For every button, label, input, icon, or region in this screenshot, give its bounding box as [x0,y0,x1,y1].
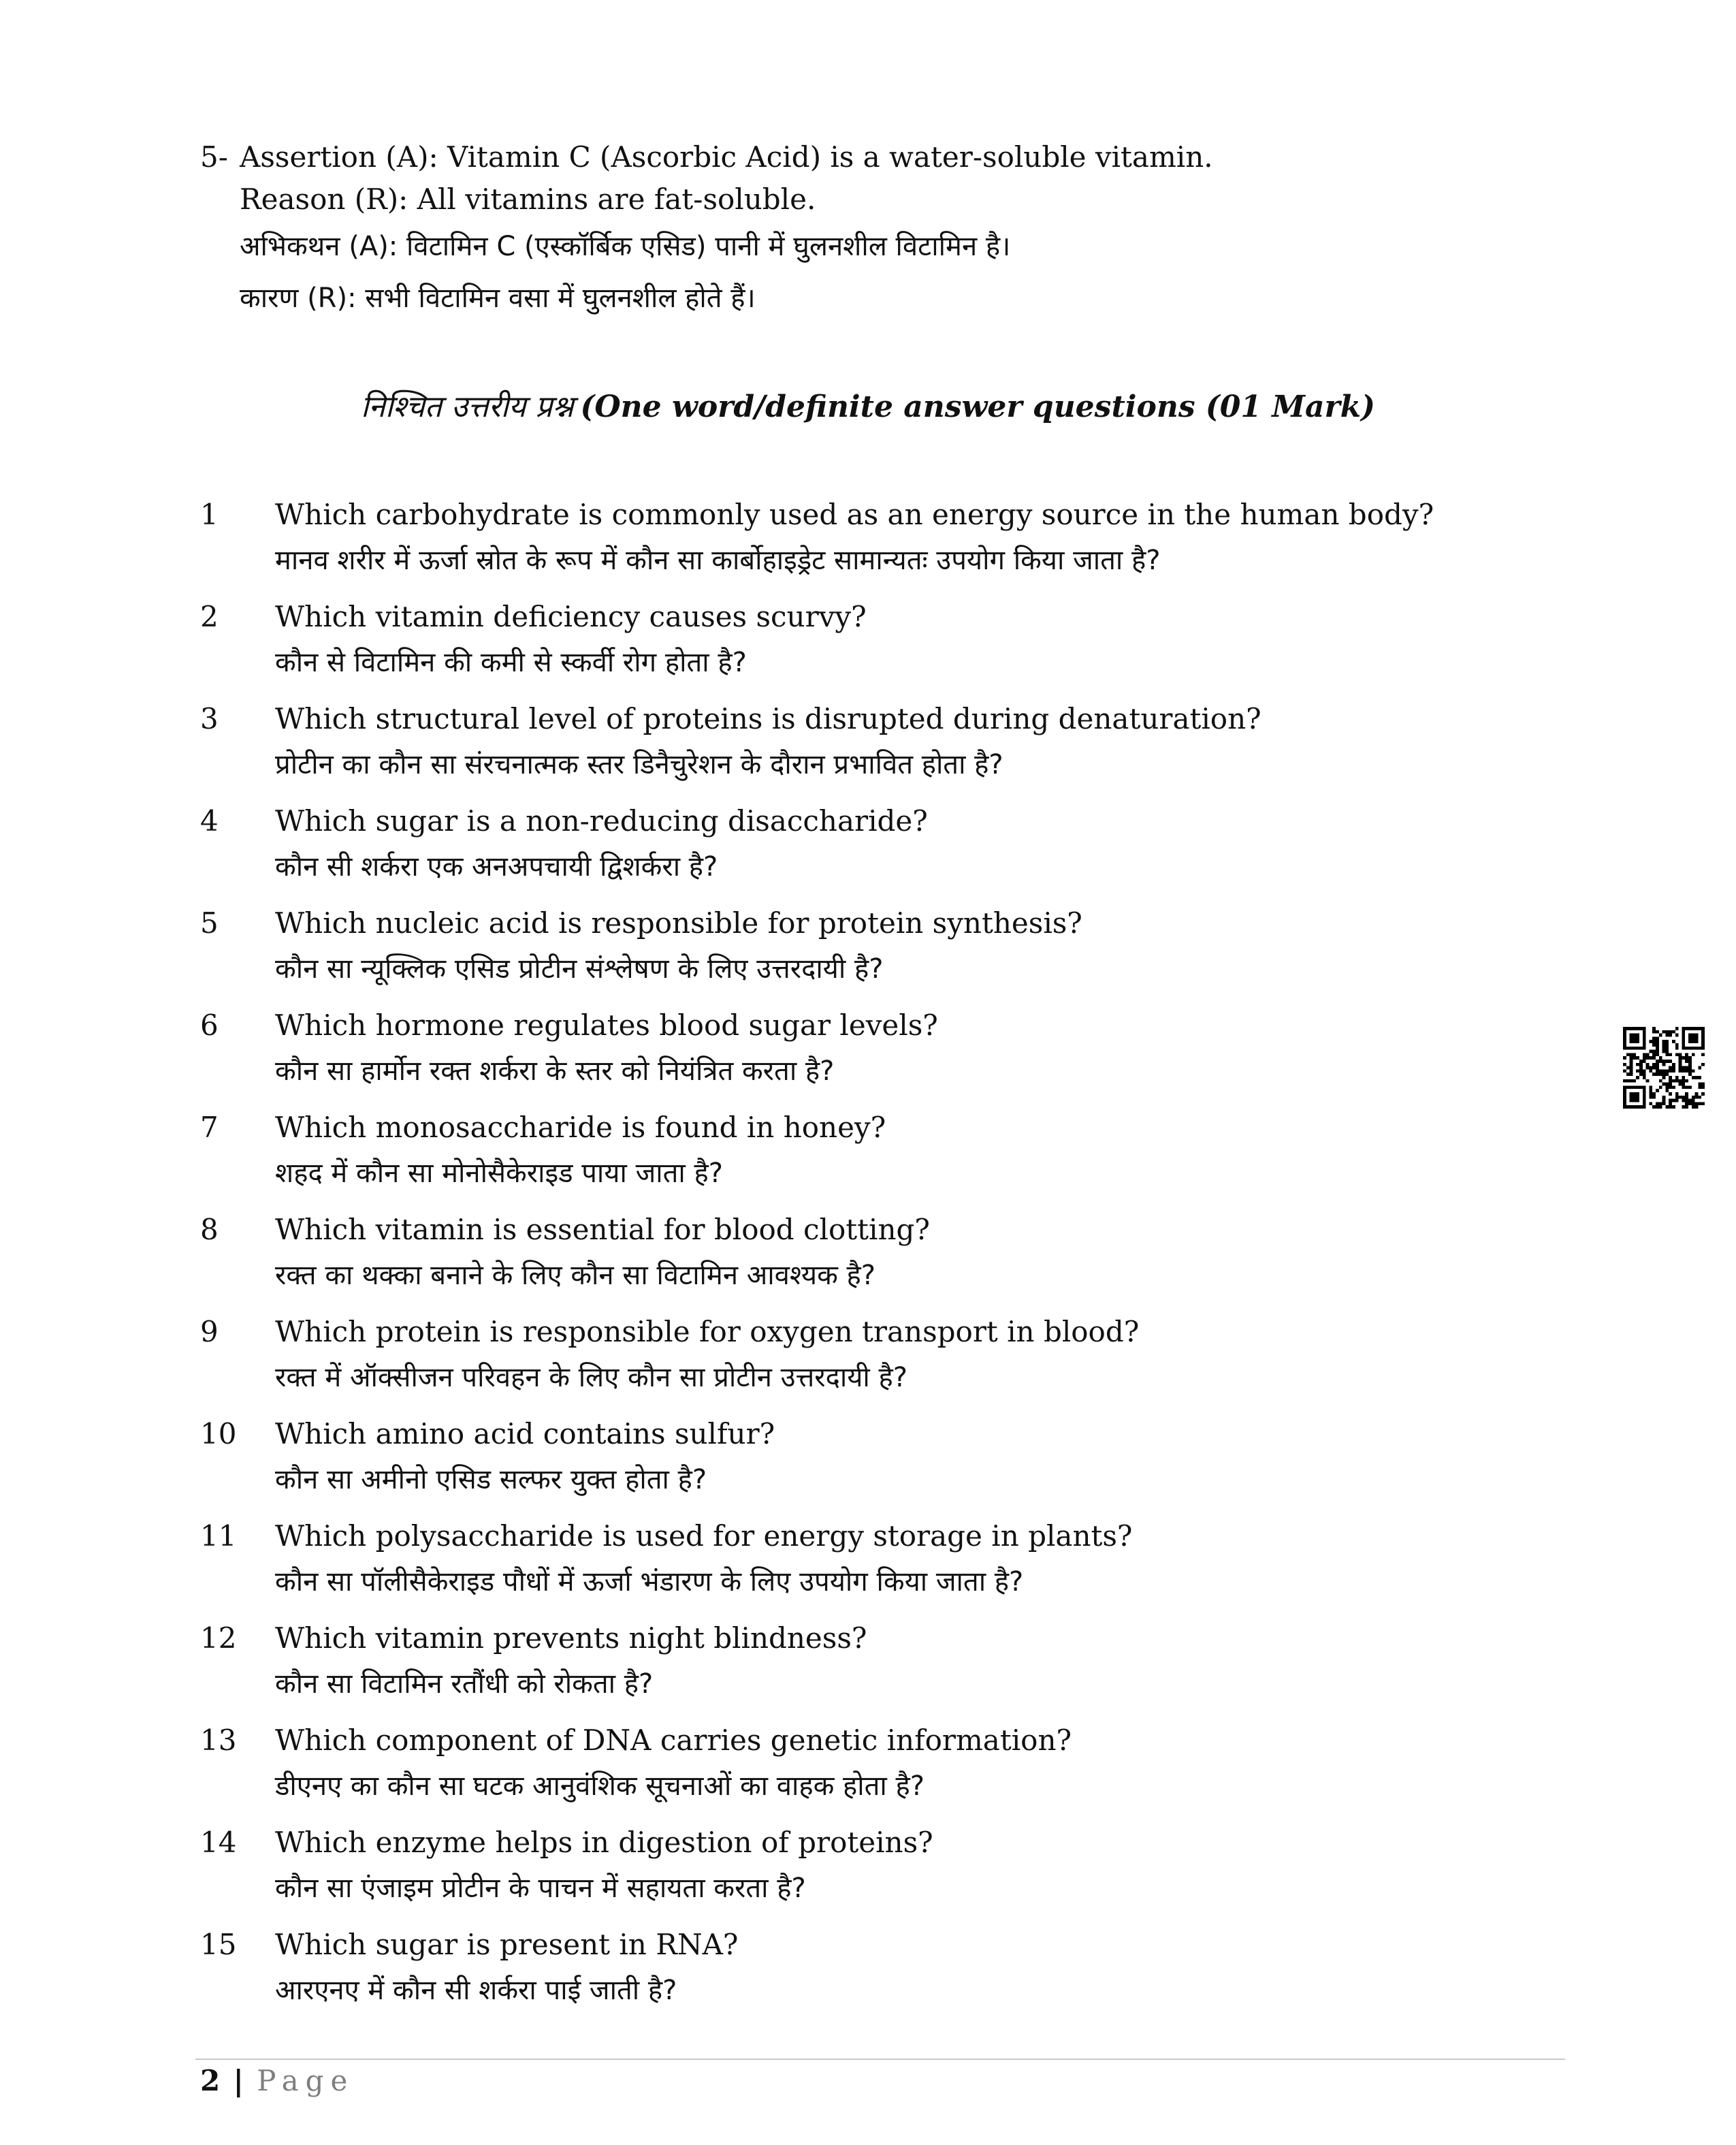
question-item [200,902,1494,1004]
question-item [200,493,1494,595]
question-hindi: कौन सा विटामिन रतौंधी को रोकता है? [275,1668,654,1700]
question-item [200,595,1494,697]
question-item [200,1412,1494,1514]
footer-divider [195,2059,1565,2060]
assertion-english: Assertion (A): Vitamin C (Ascorbic Acid) is a water-soluble vitamin. [240,140,1213,174]
question-hindi: आरएनए में कौन सी शर्करा पाई जाती है? [275,1975,677,2006]
assertion-reason-question [200,136,1562,324]
question-number: 4 [200,804,219,838]
question-text [275,1514,1494,1617]
reason-hindi: कारण (R): सभी विटामिन वसा में घुलनशील होते हैं। [240,283,756,314]
question-text [275,1208,1494,1310]
question-hindi: रक्त में ऑक्सीजन परिवहन के लिए कौन सा प्रोटीन उत्तरदायी है? [275,1362,907,1393]
section-heading-english: (One word/definite answer questions (01 Mark) [580,390,1375,424]
question-item [200,1106,1494,1208]
question-text [275,1923,1494,2025]
question-text [275,493,1494,595]
question-text [275,1106,1494,1208]
question-hindi: मानव शरीर में ऊर्जा स्रोत के रूप में कौन सा कार्बोहाइड्रेट सामान्यतः उपयोग किया जाता है? [275,545,1161,576]
page-label: Page [257,2064,355,2097]
question-list [200,493,1494,2025]
qr-code-icon [1623,1027,1705,1109]
question-item [200,1004,1494,1106]
question-english: Which vitamin prevents night blindness? [275,1621,867,1655]
question-english: Which amino acid contains sulfur? [275,1417,775,1450]
question-hindi: कौन से विटामिन की कमी से स्कर्वी रोग होता है? [275,647,747,678]
question-text [275,799,1494,902]
question-number: 5- [200,140,228,174]
question-english: Which component of DNA carries genetic information? [275,1723,1072,1757]
question-item [200,799,1494,902]
question-text [275,902,1494,1004]
question-english: Which carbohydrate is commonly used as an energy source in the human body? [275,498,1434,531]
question-english: Which hormone regulates blood sugar levels? [275,1008,938,1042]
question-hindi: डीएनए का कौन सा घटक आनुवंशिक सूचनाओं का वाहक होता है? [275,1770,925,1802]
question-hindi: कौन सा हार्मोन रक्त शर्करा के स्तर को नियंत्रित करता है? [275,1055,835,1087]
question-english: Which structural level of proteins is disrupted during denaturation? [275,702,1261,735]
question-english: Which sugar is present in RNA? [275,1928,739,1961]
question-english: Which vitamin deficiency causes scurvy? [275,600,867,633]
question-item [200,1923,1494,2025]
page-footer [200,2063,354,2099]
question-text [275,1412,1494,1514]
reason-english: Reason (R): All vitamins are fat-soluble. [240,182,816,216]
question-text [275,697,1494,799]
question-number: 14 [200,1826,237,1859]
question-number: 7 [200,1111,219,1144]
question-item [200,697,1494,799]
question-english: Which polysaccharide is used for energy storage in plants? [275,1519,1133,1553]
question-number: 3 [200,702,219,735]
question-item [200,1208,1494,1310]
page-number: 2 [200,2064,221,2097]
question-hindi: कौन सी शर्करा एक अनअपचायी द्विशर्करा है? [275,851,718,883]
question-english: Which nucleic acid is responsible for protein synthesis? [275,906,1082,940]
question-number: 11 [200,1519,237,1553]
question-english: Which vitamin is essential for blood clotting? [275,1213,930,1246]
question-number: 1 [200,498,219,531]
question-english: Which sugar is a non-reducing disaccharide? [275,804,928,838]
section-heading-hindi: निश्चित उत्तरीय प्रश्न [361,390,574,424]
question-item [200,1719,1494,1821]
question-text [275,1617,1494,1719]
question-number: 5 [200,906,219,940]
question-item [200,1310,1494,1412]
section-heading [0,385,1736,426]
question-hindi: कौन सा न्यूक्लिक एसिड प्रोटीन संश्लेषण के लिए उत्तरदायी है? [275,953,884,985]
question-text [275,595,1494,697]
assertion-hindi: अभिकथन (A): विटामिन C (एस्कॉर्बिक एसिड) पानी में घुलनशील विटामिन है। [240,231,1011,262]
question-text [275,1004,1494,1106]
question-number: 8 [200,1213,219,1246]
question-item [200,1617,1494,1719]
question-hindi: कौन सा अमीनो एसिड सल्फर युक्त होता है? [275,1464,707,1495]
question-hindi: कौन सा पॉलीसैकेराइड पौधों में ऊर्जा भंडारण के लिए उपयोग किया जाता है? [275,1566,1024,1598]
question-number: 12 [200,1621,237,1655]
question-hindi: प्रोटीन का कौन सा संरचनात्मक स्तर डिनैचुरेशन के दौरान प्रभावित होता है? [275,749,1003,780]
question-english: Which monosaccharide is found in honey? [275,1111,886,1144]
footer-separator: | [233,2064,244,2097]
question-hindi: कौन सा एंजाइम प्रोटीन के पाचन में सहायता करता है? [275,1873,806,1904]
question-item [200,1821,1494,1923]
assertion-row [200,136,1562,178]
question-text [275,1821,1494,1923]
question-text [275,1310,1494,1412]
question-number: 13 [200,1723,237,1757]
question-number: 9 [200,1315,219,1348]
question-english: Which enzyme helps in digestion of proteins? [275,1826,933,1859]
question-english: Which protein is responsible for oxygen transport in blood? [275,1315,1140,1348]
question-number: 10 [200,1417,237,1450]
question-hindi: शहद में कौन सा मोनोसैकेराइड पाया जाता है? [275,1158,723,1189]
question-number: 2 [200,600,219,633]
question-number: 15 [200,1928,237,1961]
question-item [200,1514,1494,1617]
question-hindi: रक्त का थक्का बनाने के लिए कौन सा विटामिन आवश्यक है? [275,1260,875,1291]
question-text [275,1719,1494,1821]
question-number: 6 [200,1008,219,1042]
